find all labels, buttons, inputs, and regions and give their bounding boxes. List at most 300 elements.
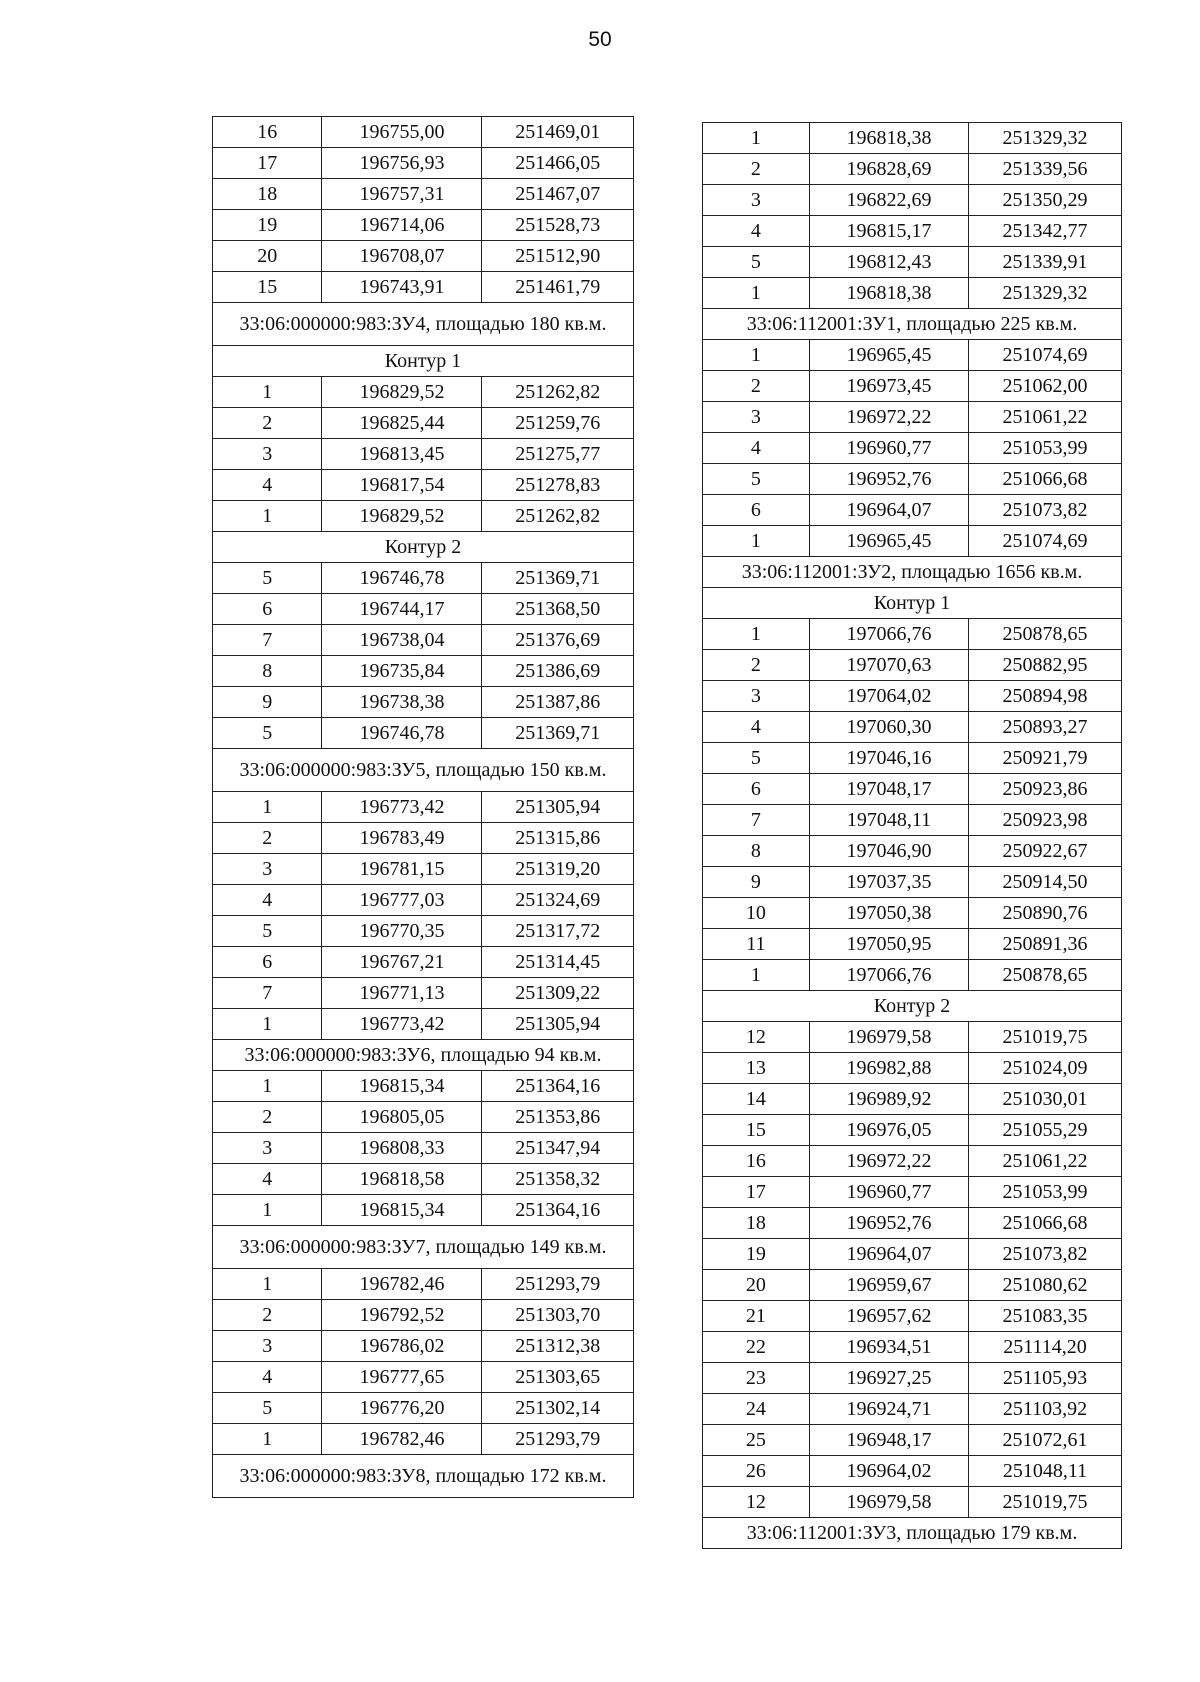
point-number-cell: 12 — [703, 1487, 810, 1518]
x-coordinate-cell: 196757,31 — [322, 179, 482, 210]
table-row — [703, 495, 1122, 526]
table-row — [213, 718, 634, 749]
x-coordinate-cell: 196817,54 — [322, 470, 482, 501]
x-coordinate-cell: 196738,38 — [322, 687, 482, 718]
y-coordinate-cell: 251312,38 — [482, 1331, 634, 1362]
y-coordinate-cell: 251293,79 — [482, 1269, 634, 1300]
point-number-cell: 5 — [703, 743, 810, 774]
point-number-cell: 16 — [703, 1146, 810, 1177]
table-row — [213, 687, 634, 718]
x-coordinate-cell: 196755,00 — [322, 117, 482, 148]
table-row — [213, 439, 634, 470]
y-coordinate-cell: 251114,20 — [969, 1332, 1122, 1363]
table-row — [213, 625, 634, 656]
point-number-cell: 6 — [703, 495, 810, 526]
point-number-cell: 13 — [703, 1053, 810, 1084]
x-coordinate-cell: 196786,02 — [322, 1331, 482, 1362]
table-row — [213, 1164, 634, 1195]
table-row — [703, 123, 1122, 154]
table-row — [213, 978, 634, 1009]
y-coordinate-cell: 251080,62 — [969, 1270, 1122, 1301]
y-coordinate-cell: 251061,22 — [969, 402, 1122, 433]
table-row — [703, 712, 1122, 743]
x-coordinate-cell: 196813,45 — [322, 439, 482, 470]
parcel-heading-row — [213, 1455, 634, 1498]
point-number-cell: 8 — [213, 656, 322, 687]
y-coordinate-cell: 251339,56 — [969, 154, 1122, 185]
table-row — [703, 340, 1122, 371]
y-coordinate-cell: 251319,20 — [482, 854, 634, 885]
x-coordinate-cell: 196957,62 — [809, 1301, 968, 1332]
x-coordinate-cell: 197070,63 — [809, 650, 968, 681]
x-coordinate-cell: 197060,30 — [809, 712, 968, 743]
contour-heading-row — [703, 991, 1122, 1022]
y-coordinate-cell: 251386,69 — [482, 656, 634, 687]
x-coordinate-cell: 196756,93 — [322, 148, 482, 179]
y-coordinate-cell: 251324,69 — [482, 885, 634, 916]
x-coordinate-cell: 196964,07 — [809, 1239, 968, 1270]
y-coordinate-cell: 251262,82 — [482, 377, 634, 408]
contour-heading-row — [213, 346, 634, 377]
x-coordinate-cell: 196989,92 — [809, 1084, 968, 1115]
x-coordinate-cell: 196781,15 — [322, 854, 482, 885]
point-number-cell: 1 — [213, 1009, 322, 1040]
y-coordinate-cell: 251293,79 — [482, 1424, 634, 1455]
x-coordinate-cell: 196825,44 — [322, 408, 482, 439]
x-coordinate-cell: 196829,52 — [322, 501, 482, 532]
x-coordinate-cell: 196782,46 — [322, 1269, 482, 1300]
parcel-heading-row — [703, 309, 1122, 340]
table-row — [703, 867, 1122, 898]
y-coordinate-cell: 251262,82 — [482, 501, 634, 532]
y-coordinate-cell: 251528,73 — [482, 210, 634, 241]
point-number-cell: 8 — [703, 836, 810, 867]
y-coordinate-cell: 250894,98 — [969, 681, 1122, 712]
table-row — [213, 1195, 634, 1226]
table-row — [213, 1424, 634, 1455]
left-coordinates-table — [212, 116, 634, 1498]
point-number-cell: 3 — [213, 439, 322, 470]
point-number-cell: 5 — [703, 247, 810, 278]
point-number-cell: 3 — [703, 402, 810, 433]
x-coordinate-cell: 196979,58 — [809, 1022, 968, 1053]
x-coordinate-cell: 196952,76 — [809, 464, 968, 495]
table-row — [213, 179, 634, 210]
y-coordinate-cell: 251066,68 — [969, 1208, 1122, 1239]
point-number-cell: 20 — [213, 241, 322, 272]
point-number-cell: 3 — [213, 1331, 322, 1362]
table-row — [703, 1022, 1122, 1053]
x-coordinate-cell: 197050,38 — [809, 898, 968, 929]
table-row — [703, 743, 1122, 774]
point-number-cell: 2 — [213, 823, 322, 854]
y-coordinate-cell: 251303,70 — [482, 1300, 634, 1331]
table-row — [703, 1363, 1122, 1394]
point-number-cell: 2 — [213, 1102, 322, 1133]
table-row — [703, 1115, 1122, 1146]
y-coordinate-cell: 251053,99 — [969, 1177, 1122, 1208]
point-number-cell: 24 — [703, 1394, 810, 1425]
point-number-cell: 9 — [213, 687, 322, 718]
parcel-heading: 33:06:112001:ЗУ2, площадью 1656 кв.м. — [703, 557, 1122, 588]
x-coordinate-cell: 196976,05 — [809, 1115, 968, 1146]
x-coordinate-cell: 197066,76 — [809, 619, 968, 650]
parcel-heading-row — [703, 1518, 1122, 1549]
table-row — [703, 433, 1122, 464]
point-number-cell: 10 — [703, 898, 810, 929]
y-coordinate-cell: 251073,82 — [969, 495, 1122, 526]
point-number-cell: 5 — [213, 1393, 322, 1424]
table-row — [703, 1425, 1122, 1456]
y-coordinate-cell: 250921,79 — [969, 743, 1122, 774]
table-row — [703, 1084, 1122, 1115]
x-coordinate-cell: 196960,77 — [809, 1177, 968, 1208]
y-coordinate-cell: 251329,32 — [969, 123, 1122, 154]
point-number-cell: 1 — [703, 123, 810, 154]
table-row — [213, 501, 634, 532]
y-coordinate-cell: 251469,01 — [482, 117, 634, 148]
x-coordinate-cell: 196792,52 — [322, 1300, 482, 1331]
x-coordinate-cell: 197066,76 — [809, 960, 968, 991]
table-row — [213, 1102, 634, 1133]
contour-heading-row — [703, 588, 1122, 619]
x-coordinate-cell: 197046,16 — [809, 743, 968, 774]
x-coordinate-cell: 196773,42 — [322, 792, 482, 823]
x-coordinate-cell: 197064,02 — [809, 681, 968, 712]
x-coordinate-cell: 196735,84 — [322, 656, 482, 687]
y-coordinate-cell: 251259,76 — [482, 408, 634, 439]
x-coordinate-cell: 196776,20 — [322, 1393, 482, 1424]
y-coordinate-cell: 251061,22 — [969, 1146, 1122, 1177]
x-coordinate-cell: 196812,43 — [809, 247, 968, 278]
x-coordinate-cell: 196822,69 — [809, 185, 968, 216]
table-row — [703, 1239, 1122, 1270]
point-number-cell: 2 — [703, 371, 810, 402]
y-coordinate-cell: 251019,75 — [969, 1487, 1122, 1518]
y-coordinate-cell: 251369,71 — [482, 563, 634, 594]
point-number-cell: 1 — [213, 792, 322, 823]
table-row — [213, 1300, 634, 1331]
x-coordinate-cell: 197037,35 — [809, 867, 968, 898]
point-number-cell: 4 — [213, 885, 322, 916]
table-row — [703, 216, 1122, 247]
y-coordinate-cell: 251347,94 — [482, 1133, 634, 1164]
point-number-cell: 19 — [213, 210, 322, 241]
table-row — [213, 1071, 634, 1102]
y-coordinate-cell: 251353,86 — [482, 1102, 634, 1133]
x-coordinate-cell: 196965,45 — [809, 526, 968, 557]
contour-label: Контур 1 — [703, 588, 1122, 619]
y-coordinate-cell: 251467,07 — [482, 179, 634, 210]
x-coordinate-cell: 197046,90 — [809, 836, 968, 867]
x-coordinate-cell: 197050,95 — [809, 929, 968, 960]
table-row — [213, 916, 634, 947]
x-coordinate-cell: 196818,38 — [809, 278, 968, 309]
table-row — [213, 117, 634, 148]
x-coordinate-cell: 196738,04 — [322, 625, 482, 656]
table-row — [703, 185, 1122, 216]
y-coordinate-cell: 251303,65 — [482, 1362, 634, 1393]
x-coordinate-cell: 196972,22 — [809, 402, 968, 433]
y-coordinate-cell: 251305,94 — [482, 1009, 634, 1040]
point-number-cell: 3 — [703, 681, 810, 712]
y-coordinate-cell: 250878,65 — [969, 960, 1122, 991]
y-coordinate-cell: 251329,32 — [969, 278, 1122, 309]
parcel-heading: 33:06:000000:983:ЗУ7, площадью 149 кв.м. — [213, 1226, 634, 1269]
point-number-cell: 16 — [213, 117, 322, 148]
point-number-cell: 7 — [213, 625, 322, 656]
point-number-cell: 4 — [703, 712, 810, 743]
x-coordinate-cell: 196829,52 — [322, 377, 482, 408]
point-number-cell: 4 — [213, 1164, 322, 1195]
parcel-heading: 33:06:000000:983:ЗУ4, площадью 180 кв.м. — [213, 303, 634, 346]
table-row — [213, 377, 634, 408]
table-row — [703, 805, 1122, 836]
y-coordinate-cell: 251073,82 — [969, 1239, 1122, 1270]
y-coordinate-cell: 251350,29 — [969, 185, 1122, 216]
point-number-cell: 18 — [703, 1208, 810, 1239]
x-coordinate-cell: 196746,78 — [322, 563, 482, 594]
x-coordinate-cell: 196708,07 — [322, 241, 482, 272]
point-number-cell: 7 — [213, 978, 322, 1009]
point-number-cell: 4 — [213, 1362, 322, 1393]
table-row — [703, 1394, 1122, 1425]
x-coordinate-cell: 196815,34 — [322, 1195, 482, 1226]
x-coordinate-cell: 196924,71 — [809, 1394, 968, 1425]
x-coordinate-cell: 196783,49 — [322, 823, 482, 854]
x-coordinate-cell: 196767,21 — [322, 947, 482, 978]
y-coordinate-cell: 251024,09 — [969, 1053, 1122, 1084]
table-row — [703, 929, 1122, 960]
x-coordinate-cell: 196808,33 — [322, 1133, 482, 1164]
point-number-cell: 1 — [213, 1195, 322, 1226]
y-coordinate-cell: 250923,86 — [969, 774, 1122, 805]
y-coordinate-cell: 251074,69 — [969, 340, 1122, 371]
point-number-cell: 23 — [703, 1363, 810, 1394]
x-coordinate-cell: 196771,13 — [322, 978, 482, 1009]
x-coordinate-cell: 196743,91 — [322, 272, 482, 303]
point-number-cell: 1 — [703, 960, 810, 991]
x-coordinate-cell: 196959,67 — [809, 1270, 968, 1301]
table-row — [213, 854, 634, 885]
point-number-cell: 2 — [703, 154, 810, 185]
point-number-cell: 1 — [213, 377, 322, 408]
point-number-cell: 2 — [213, 1300, 322, 1331]
page-number: 50 — [588, 28, 612, 51]
y-coordinate-cell: 251066,68 — [969, 464, 1122, 495]
point-number-cell: 4 — [703, 216, 810, 247]
y-coordinate-cell: 251048,11 — [969, 1456, 1122, 1487]
x-coordinate-cell: 196927,25 — [809, 1363, 968, 1394]
right-coordinates-table — [702, 122, 1122, 1549]
point-number-cell: 6 — [213, 594, 322, 625]
y-coordinate-cell: 251339,91 — [969, 247, 1122, 278]
x-coordinate-cell: 196964,02 — [809, 1456, 968, 1487]
table-row — [213, 1009, 634, 1040]
point-number-cell: 3 — [213, 854, 322, 885]
point-number-cell: 7 — [703, 805, 810, 836]
table-row — [703, 1208, 1122, 1239]
point-number-cell: 22 — [703, 1332, 810, 1363]
y-coordinate-cell: 251278,83 — [482, 470, 634, 501]
table-row — [213, 563, 634, 594]
table-row — [213, 210, 634, 241]
y-coordinate-cell: 251275,77 — [482, 439, 634, 470]
table-row — [703, 278, 1122, 309]
y-coordinate-cell: 251364,16 — [482, 1071, 634, 1102]
point-number-cell: 6 — [703, 774, 810, 805]
table-row — [703, 464, 1122, 495]
parcel-heading: 33:06:000000:983:ЗУ8, площадью 172 кв.м. — [213, 1455, 634, 1498]
x-coordinate-cell: 197048,11 — [809, 805, 968, 836]
point-number-cell: 5 — [213, 563, 322, 594]
y-coordinate-cell: 251376,69 — [482, 625, 634, 656]
y-coordinate-cell: 251466,05 — [482, 148, 634, 179]
table-row — [213, 594, 634, 625]
y-coordinate-cell: 251314,45 — [482, 947, 634, 978]
y-coordinate-cell: 251387,86 — [482, 687, 634, 718]
point-number-cell: 15 — [213, 272, 322, 303]
point-number-cell: 20 — [703, 1270, 810, 1301]
table-row — [213, 792, 634, 823]
table-row — [703, 774, 1122, 805]
y-coordinate-cell: 250914,50 — [969, 867, 1122, 898]
parcel-heading-row — [213, 749, 634, 792]
x-coordinate-cell: 197048,17 — [809, 774, 968, 805]
y-coordinate-cell: 250891,36 — [969, 929, 1122, 960]
table-row — [213, 470, 634, 501]
point-number-cell: 17 — [213, 148, 322, 179]
y-coordinate-cell: 251030,01 — [969, 1084, 1122, 1115]
y-coordinate-cell: 251461,79 — [482, 272, 634, 303]
table-row — [703, 371, 1122, 402]
parcel-heading-row — [213, 303, 634, 346]
x-coordinate-cell: 196964,07 — [809, 495, 968, 526]
x-coordinate-cell: 196972,22 — [809, 1146, 968, 1177]
table-row — [213, 241, 634, 272]
x-coordinate-cell: 196934,51 — [809, 1332, 968, 1363]
contour-label: Контур 2 — [213, 532, 634, 563]
y-coordinate-cell: 250893,27 — [969, 712, 1122, 743]
parcel-heading-row — [703, 557, 1122, 588]
table-row — [703, 681, 1122, 712]
point-number-cell: 12 — [703, 1022, 810, 1053]
y-coordinate-cell: 250922,67 — [969, 836, 1122, 867]
table-row — [703, 402, 1122, 433]
x-coordinate-cell: 196777,65 — [322, 1362, 482, 1393]
table-row — [213, 885, 634, 916]
point-number-cell: 6 — [213, 947, 322, 978]
point-number-cell: 5 — [703, 464, 810, 495]
point-number-cell: 3 — [213, 1133, 322, 1164]
y-coordinate-cell: 251072,61 — [969, 1425, 1122, 1456]
point-number-cell: 1 — [703, 278, 810, 309]
y-coordinate-cell: 251368,50 — [482, 594, 634, 625]
x-coordinate-cell: 196773,42 — [322, 1009, 482, 1040]
x-coordinate-cell: 196960,77 — [809, 433, 968, 464]
point-number-cell: 9 — [703, 867, 810, 898]
point-number-cell: 14 — [703, 1084, 810, 1115]
contour-heading-row — [213, 532, 634, 563]
parcel-heading: 33:06:112001:ЗУ3, площадью 179 кв.м. — [703, 1518, 1122, 1549]
point-number-cell: 11 — [703, 929, 810, 960]
contour-label: Контур 1 — [213, 346, 634, 377]
y-coordinate-cell: 251074,69 — [969, 526, 1122, 557]
x-coordinate-cell: 196818,38 — [809, 123, 968, 154]
point-number-cell: 26 — [703, 1456, 810, 1487]
y-coordinate-cell: 251019,75 — [969, 1022, 1122, 1053]
y-coordinate-cell: 251105,93 — [969, 1363, 1122, 1394]
x-coordinate-cell: 196973,45 — [809, 371, 968, 402]
point-number-cell: 25 — [703, 1425, 810, 1456]
x-coordinate-cell: 196982,88 — [809, 1053, 968, 1084]
parcel-heading-row — [213, 1226, 634, 1269]
table-row — [703, 247, 1122, 278]
point-number-cell: 21 — [703, 1301, 810, 1332]
x-coordinate-cell: 196948,17 — [809, 1425, 968, 1456]
table-row — [213, 1331, 634, 1362]
y-coordinate-cell: 250890,76 — [969, 898, 1122, 929]
point-number-cell: 17 — [703, 1177, 810, 1208]
point-number-cell: 2 — [703, 650, 810, 681]
parcel-heading: 33:06:000000:983:ЗУ6, площадью 94 кв.м. — [213, 1040, 634, 1071]
table-row — [213, 148, 634, 179]
table-row — [703, 619, 1122, 650]
x-coordinate-cell: 196818,58 — [322, 1164, 482, 1195]
x-coordinate-cell: 196815,34 — [322, 1071, 482, 1102]
x-coordinate-cell: 196770,35 — [322, 916, 482, 947]
y-coordinate-cell: 251315,86 — [482, 823, 634, 854]
y-coordinate-cell: 251364,16 — [482, 1195, 634, 1226]
table-row — [213, 947, 634, 978]
table-row — [703, 650, 1122, 681]
y-coordinate-cell: 251305,94 — [482, 792, 634, 823]
y-coordinate-cell: 251369,71 — [482, 718, 634, 749]
x-coordinate-cell: 196965,45 — [809, 340, 968, 371]
y-coordinate-cell: 251053,99 — [969, 433, 1122, 464]
point-number-cell: 1 — [703, 619, 810, 650]
table-row — [213, 823, 634, 854]
y-coordinate-cell: 250878,65 — [969, 619, 1122, 650]
x-coordinate-cell: 196744,17 — [322, 594, 482, 625]
parcel-heading-row — [213, 1040, 634, 1071]
table-row — [703, 836, 1122, 867]
table-row — [703, 1301, 1122, 1332]
point-number-cell: 1 — [213, 1071, 322, 1102]
point-number-cell: 4 — [703, 433, 810, 464]
table-row — [213, 1133, 634, 1164]
y-coordinate-cell: 251103,92 — [969, 1394, 1122, 1425]
point-number-cell: 1 — [703, 340, 810, 371]
x-coordinate-cell: 196805,05 — [322, 1102, 482, 1133]
y-coordinate-cell: 251083,35 — [969, 1301, 1122, 1332]
x-coordinate-cell: 196952,76 — [809, 1208, 968, 1239]
table-row — [703, 526, 1122, 557]
y-coordinate-cell: 251302,14 — [482, 1393, 634, 1424]
y-coordinate-cell: 251309,22 — [482, 978, 634, 1009]
y-coordinate-cell: 250882,95 — [969, 650, 1122, 681]
parcel-heading: 33:06:000000:983:ЗУ5, площадью 150 кв.м. — [213, 749, 634, 792]
x-coordinate-cell: 196782,46 — [322, 1424, 482, 1455]
point-number-cell: 1 — [703, 526, 810, 557]
table-row — [703, 1487, 1122, 1518]
table-row — [213, 272, 634, 303]
point-number-cell: 1 — [213, 1269, 322, 1300]
point-number-cell: 4 — [213, 470, 322, 501]
y-coordinate-cell: 251512,90 — [482, 241, 634, 272]
point-number-cell: 18 — [213, 179, 322, 210]
point-number-cell: 1 — [213, 501, 322, 532]
